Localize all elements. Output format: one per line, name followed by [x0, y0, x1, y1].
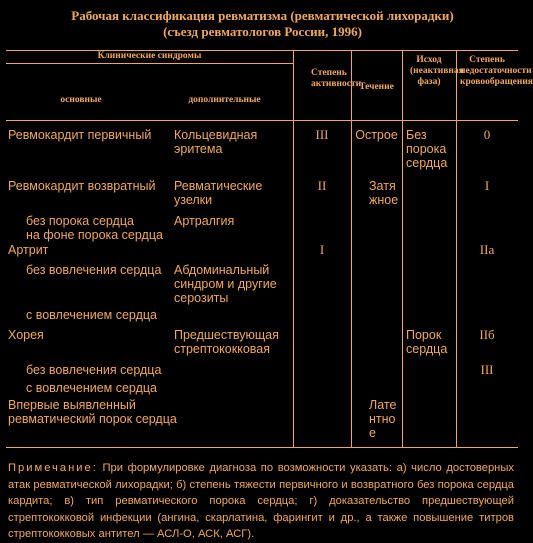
- row10-main: с вовлечением сердца: [26, 381, 157, 395]
- column-divider: [402, 51, 403, 447]
- row9-main: без вовлечения сердца: [26, 363, 162, 377]
- row5-activity: I: [319, 242, 325, 257]
- header-outcome: Исход (неактивная фаза): [410, 55, 464, 87]
- row8-insufficiency: IIб: [479, 327, 495, 342]
- header-additional: дополнительные: [188, 95, 261, 105]
- row2-main: Ревмокардит возвратный: [8, 179, 156, 193]
- syndromes-divider: [6, 63, 293, 64]
- row1-activity: III: [315, 127, 329, 142]
- row11-course: Латентное: [369, 398, 397, 440]
- row8-main: Хорея: [8, 328, 44, 342]
- document-title: [0, 8, 525, 40]
- row11-main: Впервые выявленный ревматический порок сердца: [8, 398, 177, 426]
- row1-outcome: Без порока сердца: [406, 128, 448, 170]
- classification-table: [6, 50, 533, 448]
- row1-course: Острое: [355, 128, 398, 142]
- row2-course: Затяжное: [369, 179, 399, 207]
- row2-additional: Ревматические узелки: [174, 179, 263, 207]
- row6-main: без вовлечения сердца: [26, 263, 162, 277]
- row7-main: с вовлечением сердца: [26, 308, 157, 322]
- header-syndromes: Клинические синдромы: [97, 51, 202, 61]
- footnote: [8, 460, 514, 543]
- header-divider: [6, 120, 518, 121]
- row1-insufficiency: 0: [483, 127, 491, 142]
- title-line-1: Рабочая классификация ревматизма (ревматической лихорадки): [71, 8, 454, 23]
- row6-additional: Абдоминальный синдром и другие серозиты: [174, 263, 277, 305]
- row8-additional: Предшествующая стрептококковая: [174, 328, 279, 356]
- row2-insufficiency: I: [484, 178, 490, 193]
- footnote-label: Примечание:: [8, 462, 98, 474]
- footnote-text: При формулировке диагноза по возможности указать: а) число достоверных атак ревматической лихорадки; б) степень тяжести первичного и возвратного без порока сердца кардита; в) тип ревматического порока сердца; г) доказательство предшествующей стрептококковой инфекции (ангина, скарлатина, фарингит и др., а также повышение титров стрептококковых антител — АСЛ-О, АСК, АСГ).: [8, 462, 514, 540]
- row9-insufficiency: III: [480, 362, 494, 377]
- row2-activity: II: [317, 178, 327, 193]
- header-course: Течение: [359, 82, 394, 92]
- header-activity: Степень активности: [311, 68, 362, 89]
- column-divider: [351, 51, 352, 447]
- row5-main: Артрит: [8, 243, 49, 257]
- row3-main: без порока сердца: [26, 214, 134, 228]
- row1-additional: Кольцевидная эритема: [174, 128, 258, 156]
- row5-insufficiency: IIа: [479, 242, 495, 257]
- row8-outcome: Порок сердца: [406, 328, 448, 356]
- title-line-2: (съезд ревматологов России, 1996): [163, 24, 362, 39]
- row3-additional: Артралгия: [174, 214, 235, 228]
- header-insufficiency: Степень недостаточности кровообращения: [460, 55, 533, 87]
- row1-main: Ревмокардит первичный: [8, 128, 152, 142]
- header-main: основные: [60, 95, 102, 105]
- row4-main: на фоне порока сердца: [26, 228, 163, 242]
